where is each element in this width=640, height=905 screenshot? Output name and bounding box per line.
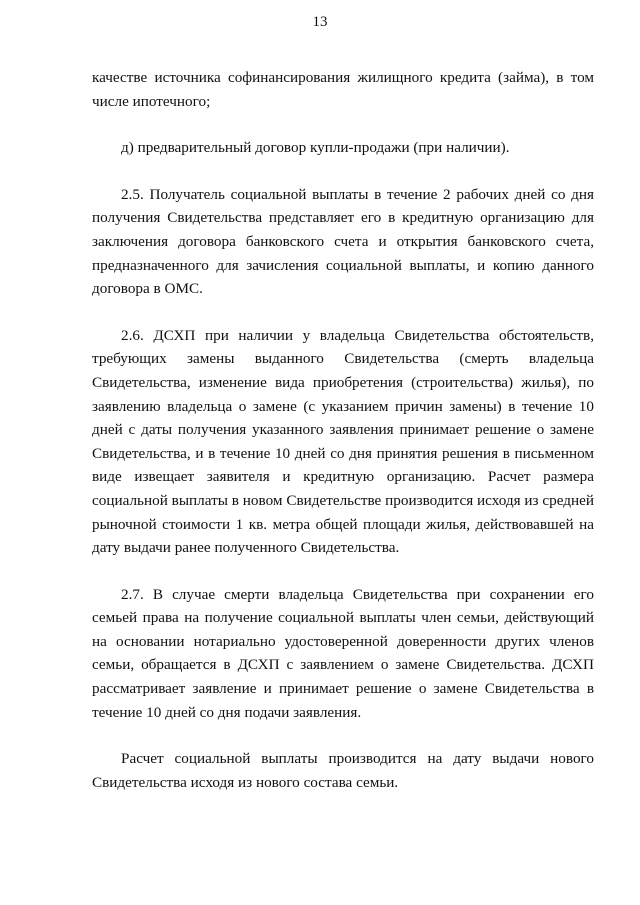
paragraph-clause-2-5: 2.5. Получатель социальной выплаты в течение 2 рабочих дней со дня получения Свидетельства представляет его в кредитную организацию для заключения договора банковского счета и открытия банковского счета, предназначенного для зачисления социальной выплаты, и копию данного договора в ОМС. — [92, 185, 594, 298]
document-body — [92, 66, 594, 817]
paragraph-clause-2-7: 2.7. В случае смерти владельца Свидетельства при сохранении его семьей права на получение социальной выплаты член семьи, действующий на основании нотариально удостоверенной доверенности других членов семьи, обращается в ДСХП с заявлением о замене Свидетельства. ДСХП рассматривает заявление и принимает решение о замене Свидетельства в течение 10 дней со дня подачи заявления. — [92, 585, 594, 721]
page-number: 13 — [312, 14, 328, 30]
paragraph-payment-calculation: Расчет социальной выплаты производится на дату выдачи нового Свидетельства исходя из нового состава семьи. — [92, 750, 594, 791]
paragraph-clause-2-6: 2.6. ДСХП при наличии у владельца Свидетельства обстоятельств, требующих замены выданного Свидетельства (смерть владельца Свидетельства, изменение вида приобретения (строительства) жилья), по заявлению владельца о замене (с указанием причин замены) в течение 10 дней с даты получения указанного заявления принимает решение о замене Свидетельства, и в течение 10 дней со дня принятия решения в письменном виде извещает заявителя и кредитную организацию. Расчет размера социальной выплаты в новом Свидетельстве производится исходя из средней рыночной стоимости 1 кв. метра общей площади жилья, действовавшей на дату выдачи ранее полученного Свидетельства. — [92, 326, 594, 557]
paragraph-continuation: качестве источника софинансирования жилищного кредита (займа), в том числе ипотечного; — [92, 69, 594, 110]
paragraph-list-item-d: д) предварительный договор купли-продажи (при наличии). — [121, 139, 510, 157]
